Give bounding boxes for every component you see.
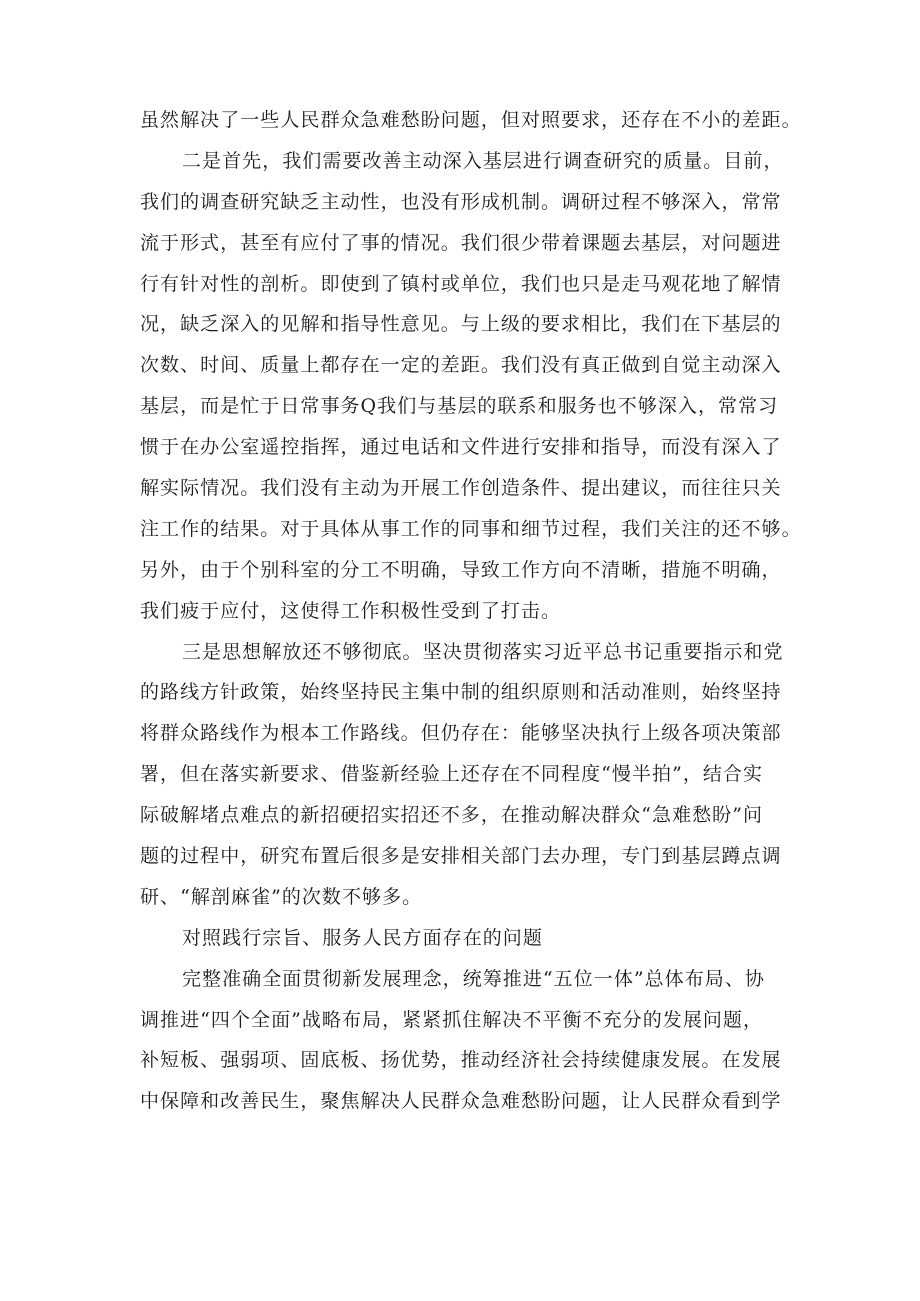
- text-line: 另外，由于个别科室的分工不明确，导致工作方向不清晰，措施不明确，: [140, 558, 782, 581]
- paragraph-start-line: 完整准确全面贯彻新发展理念，统筹推进“五位一体”总体布局、协: [182, 967, 765, 990]
- text-line: 虽然解决了一些人民群众急难愁盼问题，但对照要求，还存在不小的差距。: [140, 109, 802, 131]
- text-line: 解实际情况。我们没有主动为开展工作创造条件、提出建议，而往往只关: [140, 477, 782, 500]
- text-line: 我们的调查研究缺乏主动性，也没有形成机制。调研过程不够深入，常常: [140, 190, 782, 213]
- text-line: 研、“解剖麻雀”的次数不够多。: [140, 885, 423, 908]
- text-line: 注工作的结果。对于具体从事工作的同事和细节过程，我们关注的还不够。: [140, 517, 802, 540]
- text-line: 次数、时间、质量上都存在一定的差距。我们没有真正做到自觉主动深入: [140, 354, 782, 377]
- text-line: 将群众路线作为根本工作路线。但仍存在：能够坚决执行上级各项决策部: [140, 722, 782, 745]
- paragraph-start-line: 二是首先，我们需要改善主动深入基层进行调查研究的质量。目前，: [182, 149, 784, 172]
- text-line: 我们疲于应付，这使得工作积极性受到了打击。: [140, 599, 562, 622]
- text-line: 流于形式，甚至有应付了事的情况。我们很少带着课题去基层，对问题进: [140, 231, 782, 254]
- text-line: 补短板、强弱项、固底板、扬优势，推动经济社会持续健康发展。在发展: [140, 1049, 782, 1072]
- text-line: 惯于在办公室遥控指挥，通过电话和文件进行安排和指导，而没有深入了: [140, 436, 782, 459]
- section-heading: 对照践行宗旨、服务人民方面存在的问题: [182, 926, 543, 949]
- text-line: 况，缺乏深入的见解和指导性意见。与上级的要求相比，我们在下基层的: [140, 313, 782, 336]
- text-line: 的路线方针政策，始终坚持民主集中制的组织原则和活动准则，始终坚持: [140, 681, 782, 704]
- text-line: 中保障和改善民生，聚焦解决人民群众急难愁盼问题，让人民群众看到学: [140, 1090, 782, 1113]
- document-body: [140, 100, 800, 1122]
- text-line: 际破解堵点难点的新招硬招实招还不多，在推动解决群众“急难愁盼”问: [140, 804, 764, 827]
- text-line: 题的过程中，研究布置后很多是安排相关部门去办理，专门到基层蹲点调: [140, 845, 782, 868]
- text-line: 行有针对性的剖析。即使到了镇村或单位，我们也只是走马观花地了解情: [140, 272, 782, 295]
- text-line: 调推进“四个全面”战略布局，紧紧抓住解决不平衡不充分的发展问题，: [140, 1008, 764, 1031]
- paragraph-start-line: 三是思想解放还不够彻底。坚决贯彻落实习近平总书记重要指示和党: [182, 640, 784, 663]
- text-line: 基层，而是忙于日常事务Q我们与基层的联系和服务也不够深入，常常习: [140, 395, 779, 418]
- text-line: 署，但在落实新要求、借鉴新经验上还存在不同程度“慢半拍”，结合实: [140, 763, 764, 786]
